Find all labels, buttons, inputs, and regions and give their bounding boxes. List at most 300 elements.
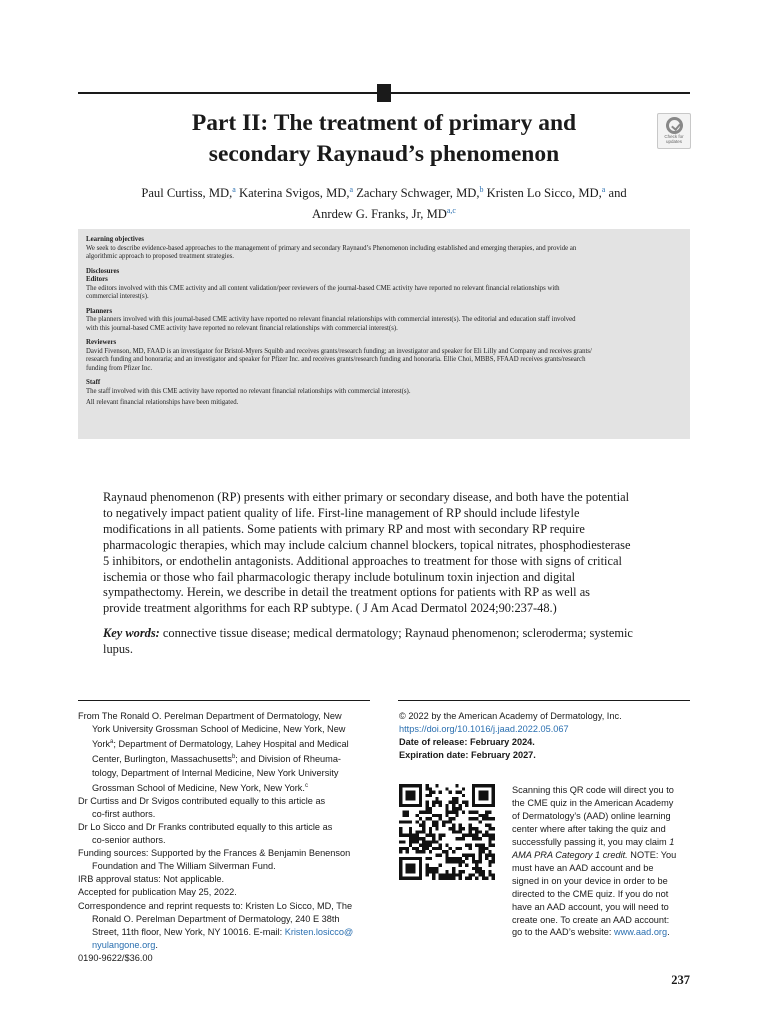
qr-module bbox=[435, 820, 438, 823]
qr-module bbox=[422, 824, 425, 827]
qr-module bbox=[455, 814, 458, 817]
qr-module bbox=[472, 860, 475, 863]
qr-module bbox=[419, 801, 422, 804]
qr-module bbox=[482, 804, 485, 807]
qr-module bbox=[439, 814, 442, 817]
qr-module bbox=[482, 870, 485, 873]
qr-module bbox=[452, 850, 455, 853]
qr-module bbox=[492, 834, 495, 837]
qr-module bbox=[488, 844, 491, 847]
qr-module bbox=[462, 870, 465, 873]
qr-module bbox=[462, 794, 465, 797]
affiliation-marker[interactable]: a bbox=[601, 185, 606, 194]
qr-module bbox=[399, 801, 402, 804]
qr-module bbox=[399, 863, 402, 866]
planners-text: The planners involved with this journal-based CME activity have reported no relevant financial relationships with commercial interest(s). The editorial and education staff involved bbox=[86, 316, 576, 323]
qr-module bbox=[485, 797, 488, 800]
qr-module bbox=[402, 840, 405, 843]
qr-module bbox=[478, 791, 481, 794]
qr-module bbox=[482, 850, 485, 853]
qr-module bbox=[492, 837, 495, 840]
qr-module bbox=[406, 820, 409, 823]
qr-module bbox=[416, 840, 419, 843]
qr-module bbox=[455, 837, 458, 840]
qr-module bbox=[432, 804, 435, 807]
qr-module bbox=[399, 804, 402, 807]
release-date: Date of release: February 2024. bbox=[399, 737, 535, 748]
qr-module bbox=[406, 814, 409, 817]
qr-module bbox=[478, 850, 481, 853]
qr-module bbox=[492, 860, 495, 863]
qr-module bbox=[399, 847, 402, 850]
qr-module bbox=[429, 787, 432, 790]
qr-module bbox=[432, 837, 435, 840]
qr-module bbox=[445, 810, 448, 813]
qr-module bbox=[429, 830, 432, 833]
qr-module bbox=[402, 857, 405, 860]
qr-module bbox=[422, 850, 425, 853]
qr-module bbox=[425, 847, 428, 850]
qr-module bbox=[469, 844, 472, 847]
qr-module bbox=[429, 794, 432, 797]
editors-text: commercial interest(s). bbox=[86, 293, 149, 300]
author-conjunction: and bbox=[605, 186, 627, 201]
qr-module bbox=[472, 804, 475, 807]
qr-line: signed in on your device in order to be bbox=[512, 875, 668, 886]
qr-module bbox=[429, 791, 432, 794]
qr-module bbox=[449, 820, 452, 823]
qr-module bbox=[488, 854, 491, 857]
learning-objectives-heading: Learning objectives bbox=[86, 236, 144, 243]
email-link[interactable]: nyulangone.org bbox=[92, 939, 156, 950]
qr-module bbox=[432, 840, 435, 843]
qr-module bbox=[475, 867, 478, 870]
qr-module bbox=[419, 791, 422, 794]
qr-module bbox=[469, 847, 472, 850]
qr-module bbox=[445, 814, 448, 817]
qr-module bbox=[449, 857, 452, 860]
qr-module bbox=[406, 847, 409, 850]
abstract bbox=[103, 490, 666, 617]
email-link[interactable]: Kristen.losicco@ bbox=[284, 926, 354, 937]
qr-module bbox=[399, 791, 402, 794]
qr-module bbox=[432, 834, 435, 837]
qr-module bbox=[472, 810, 475, 813]
qr-module bbox=[432, 820, 435, 823]
cofirst-note: Dr Curtiss and Dr Svigos contributed equally to this article as bbox=[78, 795, 326, 806]
qr-module bbox=[452, 873, 455, 876]
qr-module bbox=[425, 867, 428, 870]
qr-module bbox=[452, 817, 455, 820]
qr-line: center where after taking the quiz and bbox=[512, 823, 666, 834]
qr-module bbox=[425, 787, 428, 790]
qr-module bbox=[455, 791, 458, 794]
qr-module bbox=[432, 867, 435, 870]
qr-module bbox=[482, 794, 485, 797]
qr-line: Scanning this QR code will direct you to bbox=[512, 785, 674, 795]
qr-module bbox=[472, 817, 475, 820]
qr-module bbox=[432, 801, 435, 804]
qr-module bbox=[455, 857, 458, 860]
qr-module bbox=[465, 863, 468, 866]
reviewers-text: funding from Pfizer Inc. bbox=[86, 364, 153, 372]
qr-module bbox=[445, 860, 448, 863]
qr-module bbox=[409, 837, 412, 840]
qr-module bbox=[406, 794, 409, 797]
qr-module bbox=[462, 827, 465, 830]
qr-module bbox=[409, 797, 412, 800]
author-name: Anrdew G. Franks, Jr, MD bbox=[312, 207, 447, 222]
qr-module bbox=[472, 857, 475, 860]
reviewers-text: research funding and honoraria; and an investigator and speaker for Pfizer Inc. and receives grants/research funding and honoraria. Ellie Choi, MBBS, FFAAD receives grants/research bbox=[86, 356, 586, 363]
qr-module bbox=[452, 801, 455, 804]
qr-module bbox=[412, 804, 415, 807]
qr-module bbox=[455, 873, 458, 876]
qr-module bbox=[445, 850, 448, 853]
abstract-line: modifications in all patients. Some patients with primary RP and most with secondary RP require bbox=[103, 521, 585, 536]
qr-module bbox=[445, 820, 448, 823]
qr-module bbox=[492, 857, 495, 860]
qr-module bbox=[445, 873, 448, 876]
qr-line: have an AAD account, you will need to bbox=[512, 901, 669, 912]
qr-module bbox=[455, 807, 458, 810]
qr-module bbox=[406, 791, 409, 794]
qr-module bbox=[439, 804, 442, 807]
qr-module bbox=[492, 804, 495, 807]
qr-module bbox=[488, 860, 491, 863]
qr-module bbox=[492, 797, 495, 800]
qr-module bbox=[425, 794, 428, 797]
qr-module bbox=[435, 867, 438, 870]
qr-module bbox=[445, 787, 448, 790]
qr-module bbox=[422, 827, 425, 830]
qr-module bbox=[422, 830, 425, 833]
qr-module bbox=[439, 854, 442, 857]
affiliation-marker[interactable]: a,c bbox=[446, 206, 456, 216]
qr-module bbox=[488, 834, 491, 837]
qr-module bbox=[416, 837, 419, 840]
qr-module bbox=[445, 870, 448, 873]
qr-module bbox=[472, 787, 475, 790]
disclosures-heading: Disclosures bbox=[86, 267, 120, 275]
keywords bbox=[103, 626, 666, 658]
qr-module bbox=[422, 847, 425, 850]
qr-line: create one. To create an AAD account: bbox=[512, 914, 670, 925]
qr-module bbox=[435, 870, 438, 873]
qr-module bbox=[429, 840, 432, 843]
qr-module bbox=[409, 840, 412, 843]
qr-module bbox=[416, 784, 419, 787]
issn-note: 0190-9622/$36.00 bbox=[78, 952, 153, 963]
copyright-line: © 2022 by the American Academy of Dermatology, Inc. bbox=[399, 711, 622, 721]
qr-module bbox=[402, 814, 405, 817]
qr-module bbox=[419, 863, 422, 866]
qr-module bbox=[442, 873, 445, 876]
qr-module bbox=[488, 850, 491, 853]
qr-module bbox=[419, 877, 422, 880]
qr-module bbox=[439, 834, 442, 837]
planners-heading: Planners bbox=[86, 307, 113, 315]
qr-module bbox=[472, 784, 475, 787]
qr-module bbox=[475, 784, 478, 787]
qr-module bbox=[452, 824, 455, 827]
keywords-line bbox=[103, 626, 666, 642]
affiliation-marker[interactable]: b bbox=[479, 185, 484, 194]
qr-module bbox=[482, 877, 485, 880]
qr-module bbox=[492, 854, 495, 857]
qr-module bbox=[412, 877, 415, 880]
qr-module bbox=[465, 801, 468, 804]
qr-module bbox=[488, 873, 491, 876]
qr-module bbox=[445, 844, 448, 847]
qr-module bbox=[492, 844, 495, 847]
qr-module bbox=[469, 877, 472, 880]
qr-module bbox=[482, 791, 485, 794]
qr-module bbox=[472, 791, 475, 794]
qr-module bbox=[492, 801, 495, 804]
qr-module bbox=[442, 820, 445, 823]
qr-module bbox=[449, 827, 452, 830]
qr-module bbox=[432, 873, 435, 876]
qr-module bbox=[475, 834, 478, 837]
qr-module bbox=[435, 840, 438, 843]
qr-module bbox=[416, 820, 419, 823]
aad-website-link[interactable]: www.aad.org bbox=[613, 927, 668, 938]
qr-module bbox=[432, 877, 435, 880]
qr-module bbox=[416, 834, 419, 837]
check-updates-icon bbox=[666, 117, 683, 134]
qr-module bbox=[472, 797, 475, 800]
qr-module bbox=[478, 794, 481, 797]
qr-module bbox=[485, 794, 488, 797]
qr-module bbox=[402, 820, 405, 823]
qr-module bbox=[442, 877, 445, 880]
qr-module bbox=[429, 857, 432, 860]
qr-module bbox=[449, 801, 452, 804]
qr-module bbox=[449, 873, 452, 876]
qr-module bbox=[485, 834, 488, 837]
qr-module bbox=[482, 797, 485, 800]
correspondence-note: Street, 11th floor, New York, NY 10016. E-mail: Kristen.losicco@ bbox=[92, 926, 354, 937]
qr-module bbox=[462, 854, 465, 857]
qr-module bbox=[409, 877, 412, 880]
qr-module bbox=[492, 794, 495, 797]
qr-module bbox=[445, 854, 448, 857]
qr-module bbox=[472, 854, 475, 857]
qr-module bbox=[435, 797, 438, 800]
qr-module bbox=[488, 784, 491, 787]
qr-module bbox=[485, 810, 488, 813]
qr-module bbox=[399, 797, 402, 800]
qr-module bbox=[459, 860, 462, 863]
staff-heading: Staff bbox=[86, 379, 101, 386]
qr-module bbox=[439, 791, 442, 794]
qr-module bbox=[465, 844, 468, 847]
qr-module bbox=[449, 791, 452, 794]
qr-module bbox=[459, 847, 462, 850]
qr-module bbox=[459, 830, 462, 833]
qr-module bbox=[412, 857, 415, 860]
abstract-line: to negatively impact patient quality of life. First-line management of RP should include lifestyle bbox=[103, 505, 580, 520]
qr-module bbox=[425, 873, 428, 876]
qr-line: successfully passing it, you may claim 1 bbox=[512, 836, 675, 847]
editors-text: The editors involved with this CME activity and all content validation/peer reviewers of the journal-based CME activity have reported no relevant financial relationships with bbox=[86, 284, 560, 292]
qr-module bbox=[419, 870, 422, 873]
qr-module bbox=[409, 867, 412, 870]
qr-module bbox=[478, 814, 481, 817]
qr-module bbox=[439, 863, 442, 866]
qr-module bbox=[419, 787, 422, 790]
qr-code[interactable] bbox=[399, 784, 495, 880]
check-for-updates-badge[interactable] bbox=[657, 113, 691, 149]
qr-module bbox=[439, 847, 442, 850]
correspondence-note: Correspondence and reprint requests to: Kristen Lo Sicco, MD, The bbox=[78, 900, 353, 911]
qr-module bbox=[488, 824, 491, 827]
qr-module bbox=[452, 867, 455, 870]
qr-module bbox=[462, 834, 465, 837]
correspondence-note: nyulangone.org. bbox=[92, 939, 158, 950]
qr-module bbox=[419, 794, 422, 797]
author-line bbox=[80, 181, 688, 202]
qr-module bbox=[399, 827, 402, 830]
abstract-line: sympathectomy. Herein, we describe in detail the treatment options for patients with RP as well as bbox=[103, 585, 591, 600]
qr-module bbox=[399, 850, 402, 853]
qr-module bbox=[412, 870, 415, 873]
qr-module bbox=[488, 863, 491, 866]
qr-module bbox=[402, 834, 405, 837]
doi-link[interactable]: https://doi.org/10.1016/j.jaad.2022.05.067 bbox=[399, 724, 569, 735]
qr-module bbox=[478, 784, 481, 787]
affiliation-line: Center, Burlington, Massachusetts$^b$; and Division of Rheuma- bbox=[92, 754, 341, 765]
qr-module bbox=[419, 850, 422, 853]
qr-module bbox=[472, 834, 475, 837]
qr-module bbox=[472, 827, 475, 830]
qr-module bbox=[439, 817, 442, 820]
keywords-label: Key words: bbox=[103, 626, 160, 640]
qr-module bbox=[475, 863, 478, 866]
qr-module bbox=[478, 854, 481, 857]
title-line: Part II: The treatment of primary and bbox=[191, 110, 577, 136]
qr-module bbox=[485, 817, 488, 820]
qr-module bbox=[459, 863, 462, 866]
qr-module bbox=[429, 844, 432, 847]
qr-module bbox=[478, 847, 481, 850]
qr-module bbox=[452, 857, 455, 860]
qr-module bbox=[422, 810, 425, 813]
footnote-rule bbox=[398, 700, 690, 701]
qr-line: AMA PRA Category 1 credit. NOTE: You bbox=[512, 849, 677, 860]
qr-module bbox=[485, 824, 488, 827]
planners-text: with this journal-based CME activity have reported no relevant financial relationships with commercial interest(s). bbox=[86, 324, 398, 332]
affiliations-footnote bbox=[78, 710, 374, 965]
qr-module bbox=[435, 854, 438, 857]
qr-module bbox=[425, 817, 428, 820]
qr-module bbox=[452, 860, 455, 863]
qr-module bbox=[488, 837, 491, 840]
author-name: Katerina Svigos, MD, bbox=[235, 186, 350, 201]
mitigated-text: All relevant financial relationships have been mitigated. bbox=[86, 399, 239, 406]
qr-module bbox=[459, 870, 462, 873]
abstract-line: pharmacologic therapies, which may include calcium channel blockers, topical nitrates, phosphodiesterase bbox=[103, 537, 631, 552]
qr-module bbox=[425, 804, 428, 807]
affiliation-marker[interactable]: a bbox=[349, 185, 354, 194]
qr-module bbox=[488, 810, 491, 813]
qr-module bbox=[482, 847, 485, 850]
qr-module bbox=[455, 847, 458, 850]
check-updates-label: updates bbox=[665, 139, 682, 144]
qr-module bbox=[435, 814, 438, 817]
qr-module bbox=[425, 807, 428, 810]
qr-module bbox=[455, 784, 458, 787]
qr-module bbox=[449, 860, 452, 863]
qr-module bbox=[462, 787, 465, 790]
qr-line: of Dermatology’s (AAD) online learning bbox=[512, 810, 671, 821]
qr-module bbox=[425, 801, 428, 804]
qr-line: must have an AAD account and be bbox=[512, 862, 654, 873]
qr-module bbox=[419, 844, 422, 847]
qr-module bbox=[488, 804, 491, 807]
qr-module bbox=[419, 817, 422, 820]
affiliation-marker[interactable]: a bbox=[232, 185, 236, 194]
article-title bbox=[120, 108, 648, 170]
qr-module bbox=[455, 860, 458, 863]
qr-module bbox=[488, 817, 491, 820]
qr-module bbox=[452, 810, 455, 813]
qr-module bbox=[416, 847, 419, 850]
qr-module bbox=[465, 857, 468, 860]
qr-module bbox=[475, 830, 478, 833]
qr-module bbox=[475, 810, 478, 813]
qr-module bbox=[399, 830, 402, 833]
qr-module bbox=[399, 870, 402, 873]
qr-module bbox=[478, 870, 481, 873]
qr-module bbox=[465, 854, 468, 857]
qr-module bbox=[475, 860, 478, 863]
qr-module bbox=[475, 837, 478, 840]
funding-note: Foundation and The William Silverman Fund. bbox=[92, 861, 276, 872]
author-name: Kristen Lo Sicco, MD, bbox=[483, 186, 602, 201]
qr-module bbox=[439, 844, 442, 847]
qr-module bbox=[452, 830, 455, 833]
qr-module bbox=[478, 804, 481, 807]
check-updates-label: Check for bbox=[664, 134, 684, 139]
qr-module bbox=[472, 801, 475, 804]
qr-module bbox=[406, 797, 409, 800]
qr-module bbox=[429, 867, 432, 870]
qr-module bbox=[399, 820, 402, 823]
qr-module bbox=[422, 837, 425, 840]
qr-module bbox=[399, 794, 402, 797]
qr-module bbox=[406, 804, 409, 807]
keywords-list: connective tissue disease; medical dermatology; Raynaud phenomenon; scleroderma; systemic bbox=[159, 626, 633, 640]
qr-module bbox=[435, 824, 438, 827]
qr-module bbox=[435, 827, 438, 830]
qr-module bbox=[459, 873, 462, 876]
affiliation-line: York University Grossman School of Medicine, New York, New bbox=[92, 724, 346, 735]
qr-module bbox=[429, 870, 432, 873]
expiration-date: Expiration date: February 2027. bbox=[399, 750, 536, 761]
qr-module bbox=[488, 840, 491, 843]
page-number: 237 bbox=[671, 973, 690, 987]
qr-module bbox=[482, 784, 485, 787]
qr-module bbox=[409, 844, 412, 847]
qr-module bbox=[412, 784, 415, 787]
qr-module bbox=[465, 804, 468, 807]
qr-module bbox=[419, 810, 422, 813]
qr-module bbox=[442, 834, 445, 837]
qr-module bbox=[422, 840, 425, 843]
qr-module bbox=[439, 873, 442, 876]
